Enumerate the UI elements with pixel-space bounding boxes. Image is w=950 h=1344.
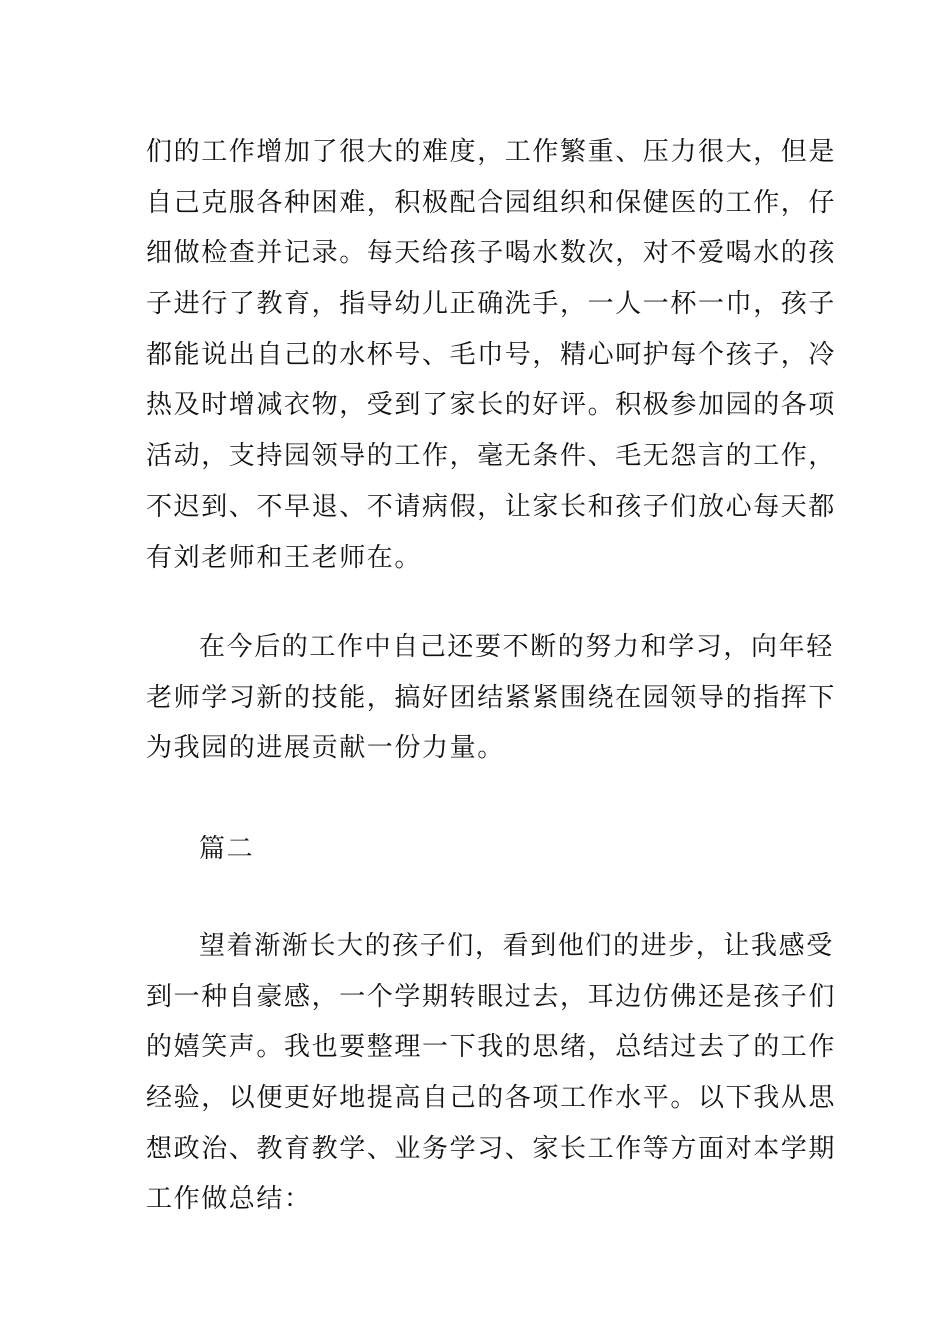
- paragraph-2: [146, 622, 837, 774]
- text-line: 老师学习新的技能，搞好团结紧紧围绕在园领导的指挥下: [146, 682, 837, 713]
- text-line: 工作做总结：: [146, 1184, 312, 1215]
- text-line: 们的工作增加了很大的难度，工作繁重、压力很大，但是: [146, 137, 837, 167]
- paragraph-3: [146, 921, 837, 1225]
- text-line: 都能说出自己的水杯号、毛巾号，精心呵护每个孩子，冷: [146, 339, 837, 370]
- text-line: 有刘老师和王老师在。: [146, 542, 423, 573]
- text-line: 自己克服各种困难，积极配合园组织和保健医的工作，仔: [146, 187, 837, 218]
- text-line: 热及时增减衣物，受到了家长的好评。积极参加园的各项: [146, 390, 837, 421]
- text-line: 子进行了教育，指导幼儿正确洗手，一人一杯一巾，孩子: [146, 289, 837, 320]
- section-heading: [146, 824, 808, 875]
- text-line: 望着渐渐长大的孩子们，看到他们的进步，让我感受: [199, 931, 834, 961]
- text-line: 不迟到、不早退、不请病假，让家长和孩子们放心每天都: [146, 491, 837, 522]
- text-line: 细做检查并记录。每天给孩子喝水数次，对不爱喝水的孩: [146, 238, 837, 269]
- text-line: 想政治、教育教学、业务学习、家长工作等方面对本学期: [146, 1133, 837, 1164]
- text-line: 为我园的进展贡献一份力量。: [146, 733, 505, 764]
- section-heading-text: 篇二: [199, 834, 255, 864]
- text-line: 在今后的工作中自己还要不断的努力和学习，向年轻: [199, 632, 834, 662]
- paragraph-1: [146, 127, 837, 583]
- text-line: 活动，支持园领导的工作，毫无条件、毛无怨言的工作，: [146, 441, 837, 472]
- text-line: 的嬉笑声。我也要整理一下我的思绪，总结过去了的工作: [146, 1032, 837, 1063]
- text-line: 到一种自豪感，一个学期转眼过去，耳边仿佛还是孩子们: [146, 981, 837, 1012]
- text-line: 经验，以便更好地提高自己的各项工作水平。以下我从思: [146, 1083, 837, 1114]
